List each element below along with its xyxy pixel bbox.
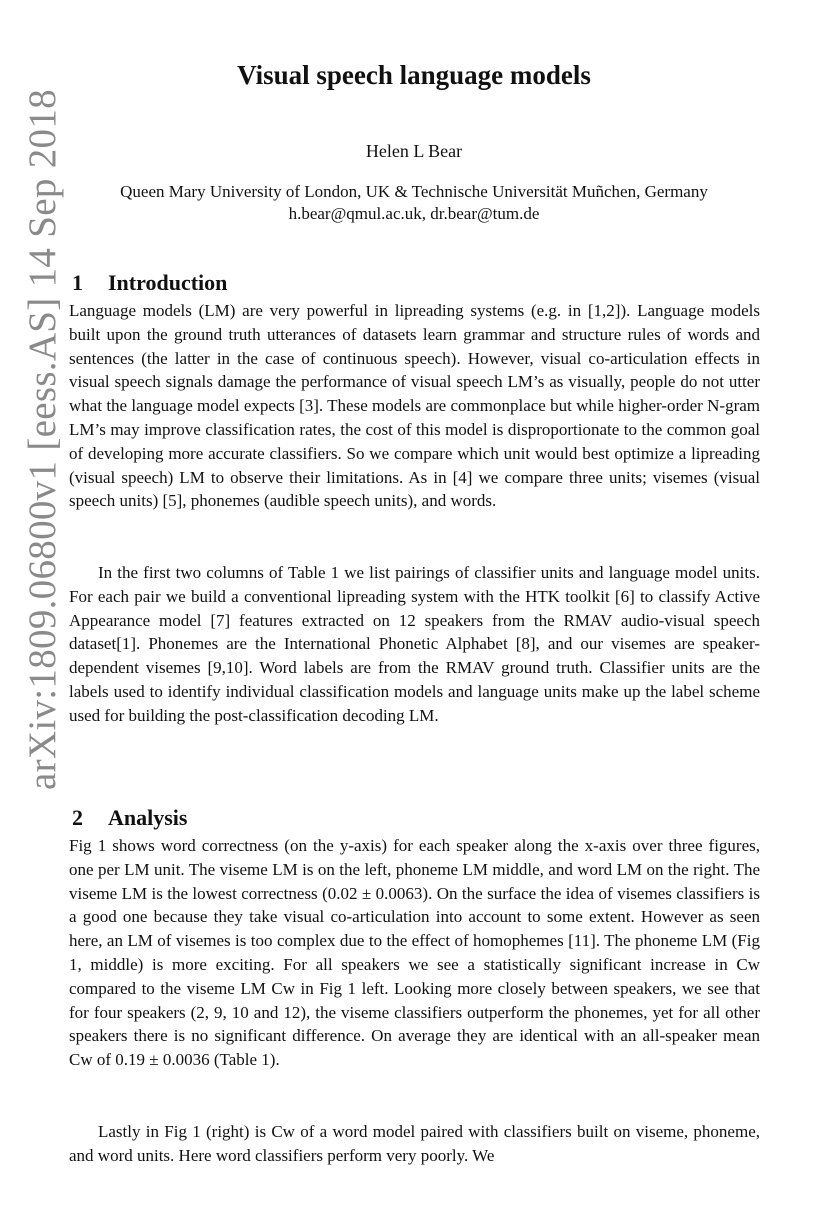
paper-title: Visual speech language models	[237, 60, 591, 90]
author-emails: h.bear@qmul.ac.uk, dr.bear@tum.de	[288, 204, 540, 223]
author-name: Helen L Bear	[365, 141, 463, 161]
intro-paragraph-2: In the first two columns of Table 1 we list pairings of classifier units and language model units. For each pair we build a conventional lipreading system with the HTK toolkit [6] to classify Active Appearance model [7] features extracted on 12 speakers from the RMAV audio-visual speech dataset[1]. Phonemes are the International Phonetic Alphabet [8], and our visemes are speaker-dependent visemes [9,10]. Word labels are from the RMAV ground truth. Classifier units are the labels used to identify individual classification models and language units make up the label scheme used for building the post-classification decoding LM.	[69, 563, 760, 725]
affiliation-block	[0, 181, 828, 225]
analysis-paragraph-2: Lastly in Fig 1 (right) is Cw of a word model paired with classifiers built on viseme, phoneme, and word units. Here word classifiers perform very poorly. We	[69, 1122, 760, 1165]
section-title: Analysis	[108, 805, 188, 830]
arxiv-identifier: arXiv:1809.06800v1 [eess.AS] 14 Sep 2018	[21, 89, 64, 790]
section-heading-analysis	[72, 805, 187, 831]
section-heading-introduction	[72, 270, 227, 296]
section-number: 1	[72, 270, 83, 295]
affiliation: Queen Mary University of London, UK & Technische Universität Muñchen, Germany	[120, 182, 708, 201]
analysis-paragraph-1: Fig 1 shows word correctness (on the y-axis) for each speaker along the x-axis over three figures, one per LM unit. The viseme LM is on the left, phoneme LM middle, and word LM on the right. The viseme LM is the lowest correctness (0.02 ± 0.0063). On the surface the idea of visemes classifiers is a good one because they take visual co-articulation into account to some extent. However as seen here, an LM of visemes is too complex due to the effect of homophemes [11]. The phoneme LM (Fig 1, middle) is more exciting. For all speakers we see a statistically significant increase in Cw compared to the viseme LM Cw in Fig 1 left. Looking more closely between speakers, we see that for four speakers (2, 9, 10 and 12), the viseme classifiers outperform the phonemes, yet for all other speakers there is no significant difference. On average they are identical with an all-speaker mean Cw of 0.19 ± 0.0036 (Table 1).	[69, 836, 760, 1070]
section-number: 2	[72, 805, 83, 830]
intro-paragraph-1: Language models (LM) are very powerful in lipreading systems (e.g. in [1,2]). Language models built upon the ground truth utterances of datasets learn grammar and structure rules of words and sentences (the latter in the case of continuous speech). However, visual co-articulation effects in visual speech signals damage the performance of visual speech LM’s as visually, people do not utter what the language model expects [3]. These models are commonplace but while higher-order N-gram LM’s may improve classification rates, the cost of this model is disproportionate to the common goal of developing more accurate classifiers. So we compare which unit would best optimize a lipreading (visual speech) LM to observe their limitations. As in [4] we compare three units; visemes (visual speech units) [5], phonemes (audible speech units), and words.	[69, 301, 760, 511]
section-title: Introduction	[108, 270, 228, 295]
